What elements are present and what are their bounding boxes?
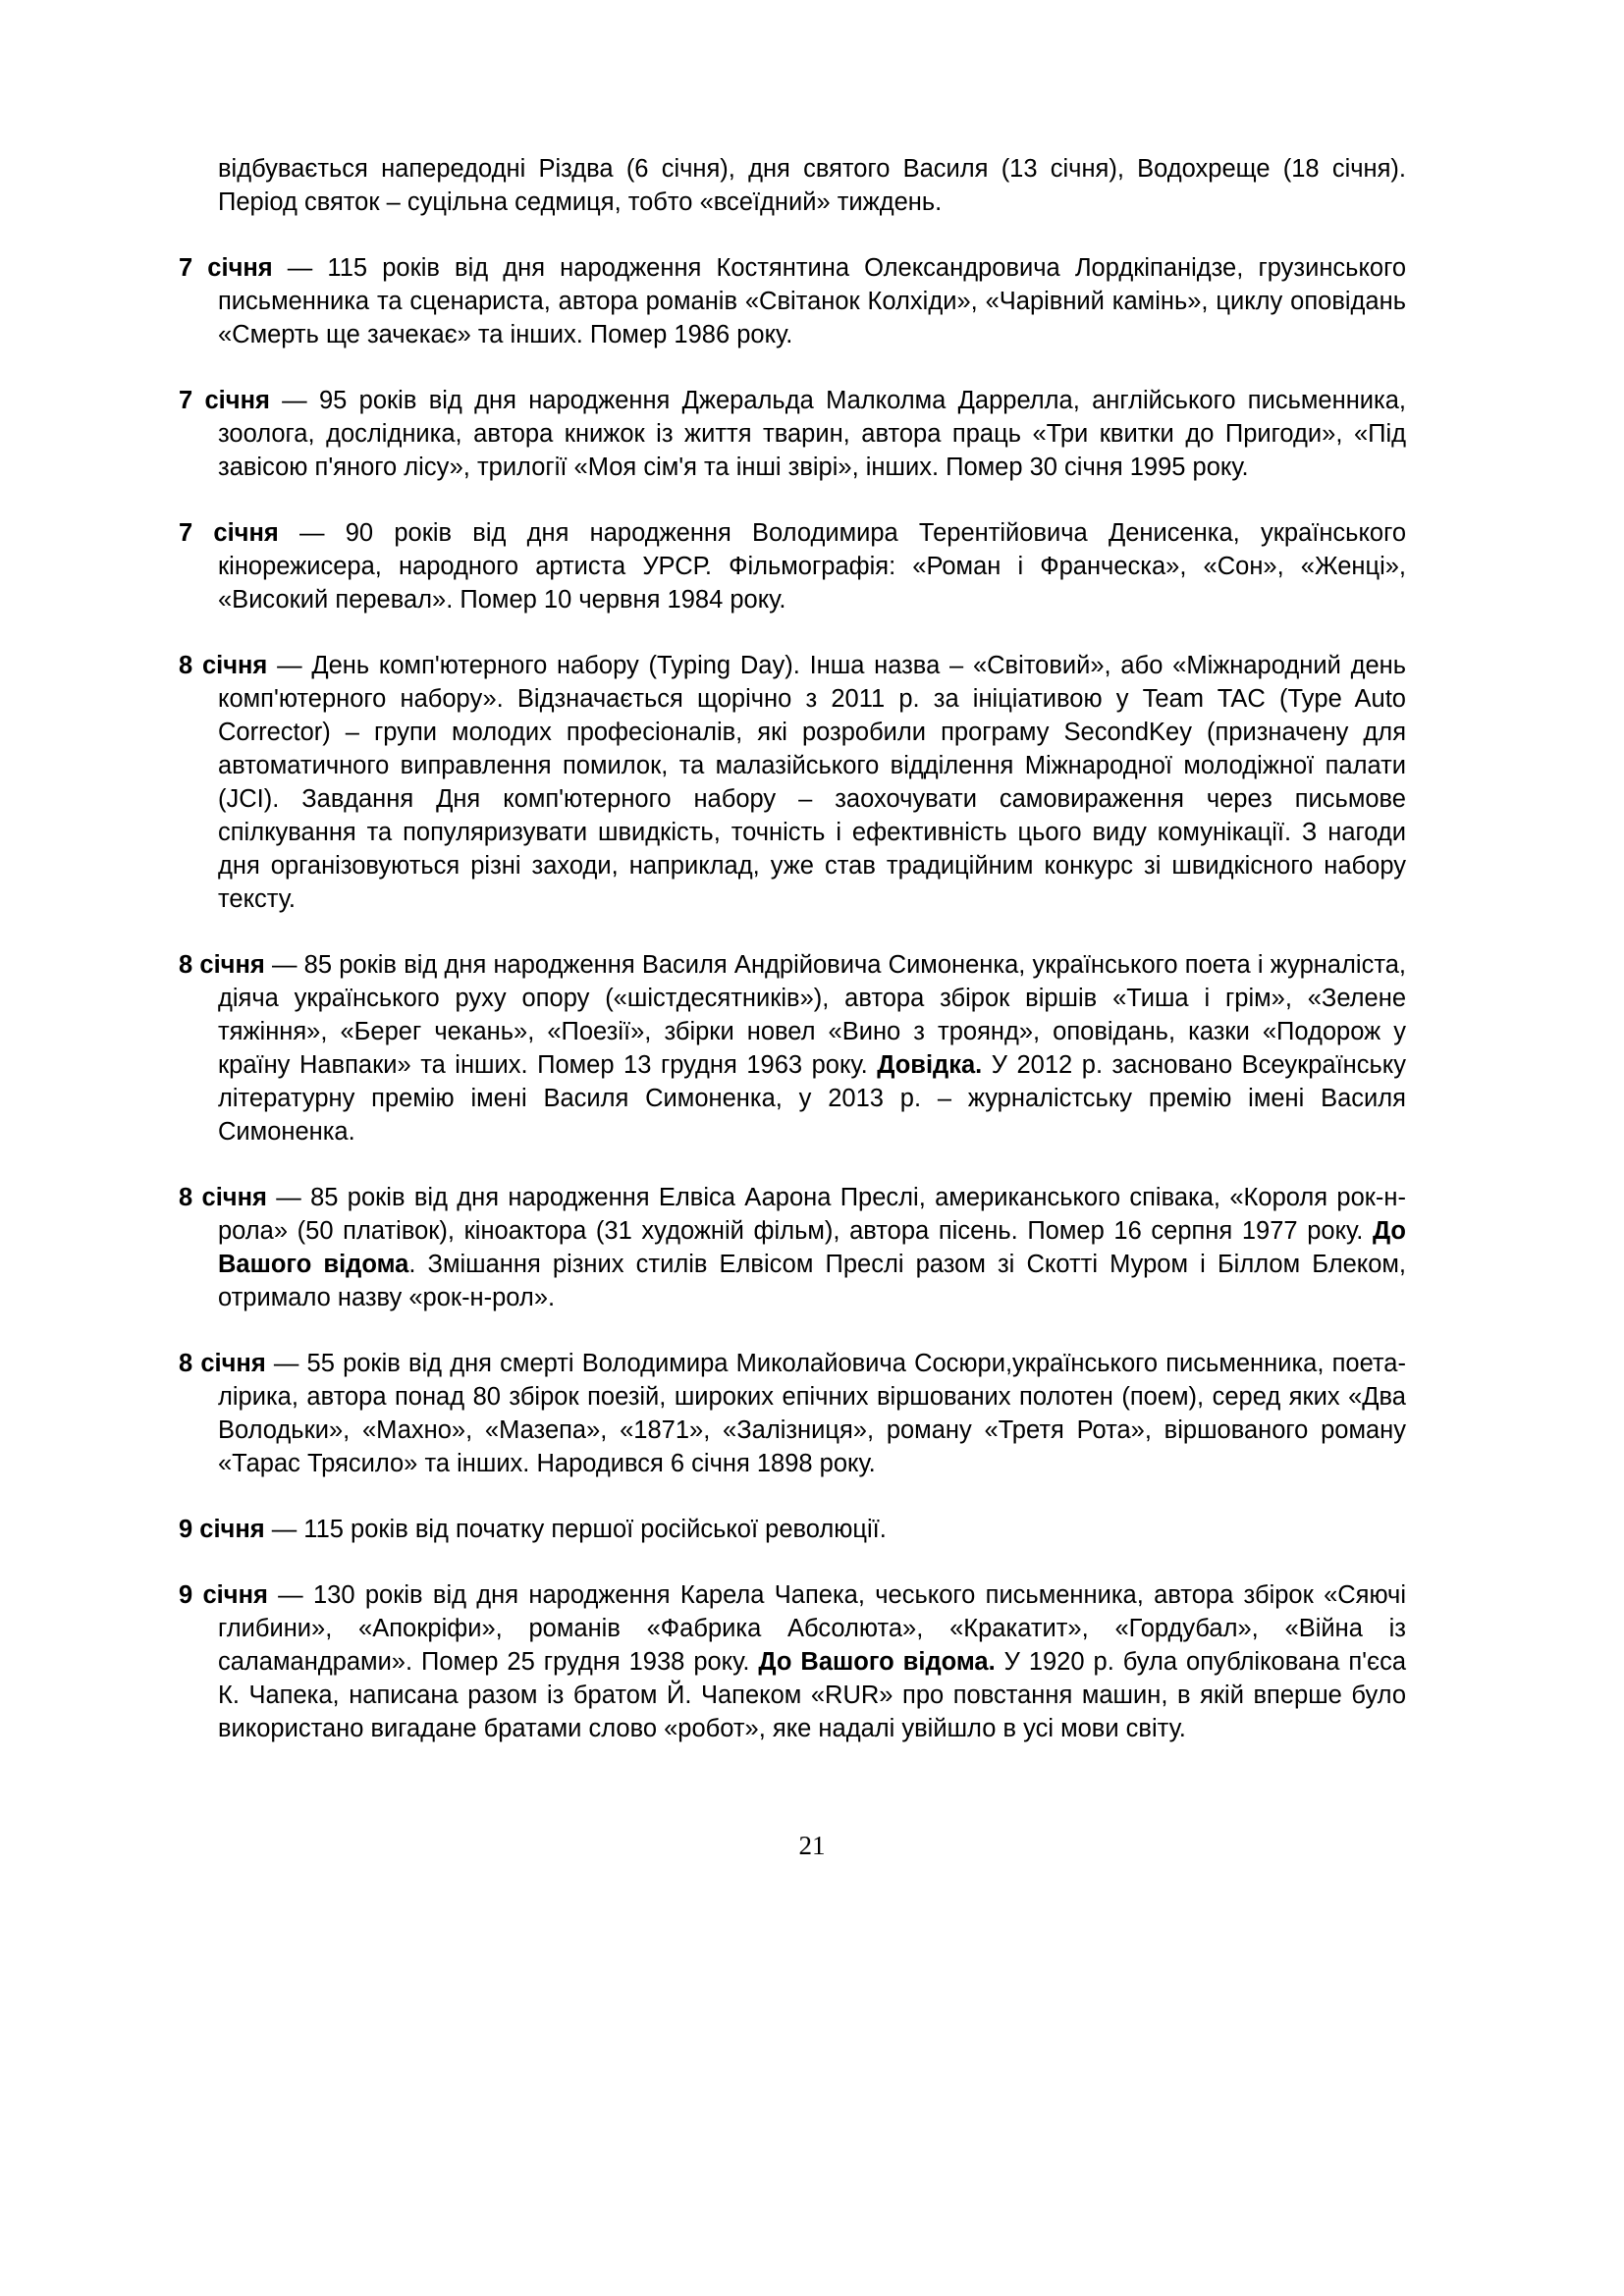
entry-date: 7 січня	[179, 254, 273, 282]
entry-date: 8 січня	[179, 1350, 266, 1377]
continuation-text: відбувається напередодні Різдва (6 січня), дня святого Василя (13 січня), Водохреще (18 січня). Період святок – суцільна седмиця, тобто «всеїдний» тиждень.	[218, 155, 1406, 216]
calendar-entry	[179, 1347, 1406, 1480]
entry-note-text: . Змішання різних стилів Елвісом Преслі разом зі Скотті Муром і Біллом Блеком, отримало назву «рок-н-рол».	[218, 1251, 1406, 1311]
calendar-entry	[179, 1181, 1406, 1314]
entry-text: — 130 років від дня народження Карела Чапека, чеського письменника, автора збірок «Сяючі глибини», «Апокріфи», романів «Фабрика Абсолюта», «Кракатит», «Гордубал», «Війна із саламандрами». Помер 25 грудня 1938 року.	[218, 1581, 1406, 1676]
calendar-entry	[179, 1513, 1406, 1546]
entry-text: — 55 років від дня смерті Володимира Миколайовича Сосюри,українського письменника, поета-лірика, автора понад 80 збірок поезій, широких епічних віршованих полотен (поем), серед яких «Два Володьки», «Махно», «Мазепа», «1871», «Залізниця», роману «Третя Рота», віршованого роману «Тарас Трясило» та інших. Народився 6 січня 1898 року.	[218, 1350, 1406, 1477]
continuation-paragraph	[179, 152, 1406, 219]
calendar-entry	[179, 649, 1406, 916]
entry-date: 8 січня	[179, 652, 268, 679]
entry-note-label: До Вашого відома.	[758, 1648, 996, 1676]
entries-list	[179, 152, 1406, 1778]
entry-date: 7 січня	[179, 519, 279, 547]
entry-note-label: До Вашого відома	[218, 1217, 1406, 1278]
entry-text: — 85 років від дня народження Елвіса Аарона Преслі, американського співака, «Короля рок-н-рола» (50 платівок), кіноактора (31 художній фільм), автора пісень. Помер 16 серпня 1977 року.	[218, 1184, 1406, 1245]
page-number: 21	[798, 1831, 826, 1860]
calendar-entry	[179, 948, 1406, 1148]
entry-text: — 115 років від дня народження Костянтина Олександровича Лордкіпанідзе, грузинського письменника та сценариста, автора романів «Світанок Колхіди», «Чарівний камінь», циклу оповідань «Смерть ще зачекає» та інших. Помер 1986 року.	[218, 254, 1406, 348]
entry-date: 7 січня	[179, 387, 270, 414]
entry-text: — День комп'ютерного набору (Typing Day). Інша назва – «Світовий», або «Міжнародний день комп'ютерного набору». Відзначається щорічно з 2011 р. за ініціативою у Team TAC (Type Auto Corrector) – групи молодих професіоналів, які розробили програму SecondKey (призначену для автоматичного виправлення помилок, та малазійського відділення Міжнародної молодіжної палати (JCI). Завдання Дня комп'ютерного набору – заохочувати самовираження через письмове спілкування та популяризувати швидкість, точність і ефективність цього виду комунікації. З нагоди дня організовуються різні заходи, наприклад, уже став традиційним конкурс зі швидкісного набору тексту.	[218, 652, 1406, 913]
entry-date: 8 січня	[179, 1184, 267, 1211]
entry-text: — 115 років від початку першої російської революції.	[264, 1516, 887, 1543]
entry-note-text: У 1920 р. була опублікована п'єса К. Чапека, написана разом із братом Й. Чапеком «RUR» про повстання машин, в якій вперше було використано вигадане братами слово «робот», яке надалі увійшло в усі мови світу.	[218, 1648, 1406, 1742]
calendar-entry	[179, 1578, 1406, 1745]
calendar-entry	[179, 384, 1406, 484]
entry-text: — 85 років від дня народження Василя Андрійовича Симоненка, українського поета і журналіста, діяча українського руху опору («шістдесятників»), автора збірок віршів «Тиша і грім», «Зелене тяжіння», «Берег чекань», «Поезії», збірки новел «Вино з троянд», оповідань, казки «Подорож у країну Навпаки» та інших. Помер 13 грудня 1963 року.	[218, 951, 1406, 1079]
entry-text: — 95 років від дня народження Джеральда Малколма Даррелла, англійського письменника, зоолога, дослідника, автора книжок із життя тварин, автора праць «Три квитки до Пригоди», «Під завісою п'яного лісу», трилогії «Моя сім'я та інші звірі», інших. Помер 30 січня 1995 року.	[218, 387, 1407, 481]
entry-date: 9 січня	[179, 1516, 265, 1543]
entry-note-text: У 2012 р. засновано Всеукраїнську літературну премію імені Василя Симоненка, у 2013 р. – журналістську премію імені Василя Симоненка.	[218, 1051, 1406, 1146]
entry-date: 8 січня	[179, 951, 265, 979]
calendar-entry	[179, 516, 1406, 616]
entry-note-label: Довідка.	[877, 1051, 983, 1079]
entry-date: 9 січня	[179, 1581, 268, 1609]
calendar-entry	[179, 251, 1406, 351]
entry-text: — 90 років від дня народження Володимира Терентійовича Денисенка, українського кінорежисера, народного артиста УРСР. Фільмографія: «Роман і Франческа», «Сон», «Женці», «Високий перевал». Помер 10 червня 1984 року.	[218, 519, 1406, 614]
